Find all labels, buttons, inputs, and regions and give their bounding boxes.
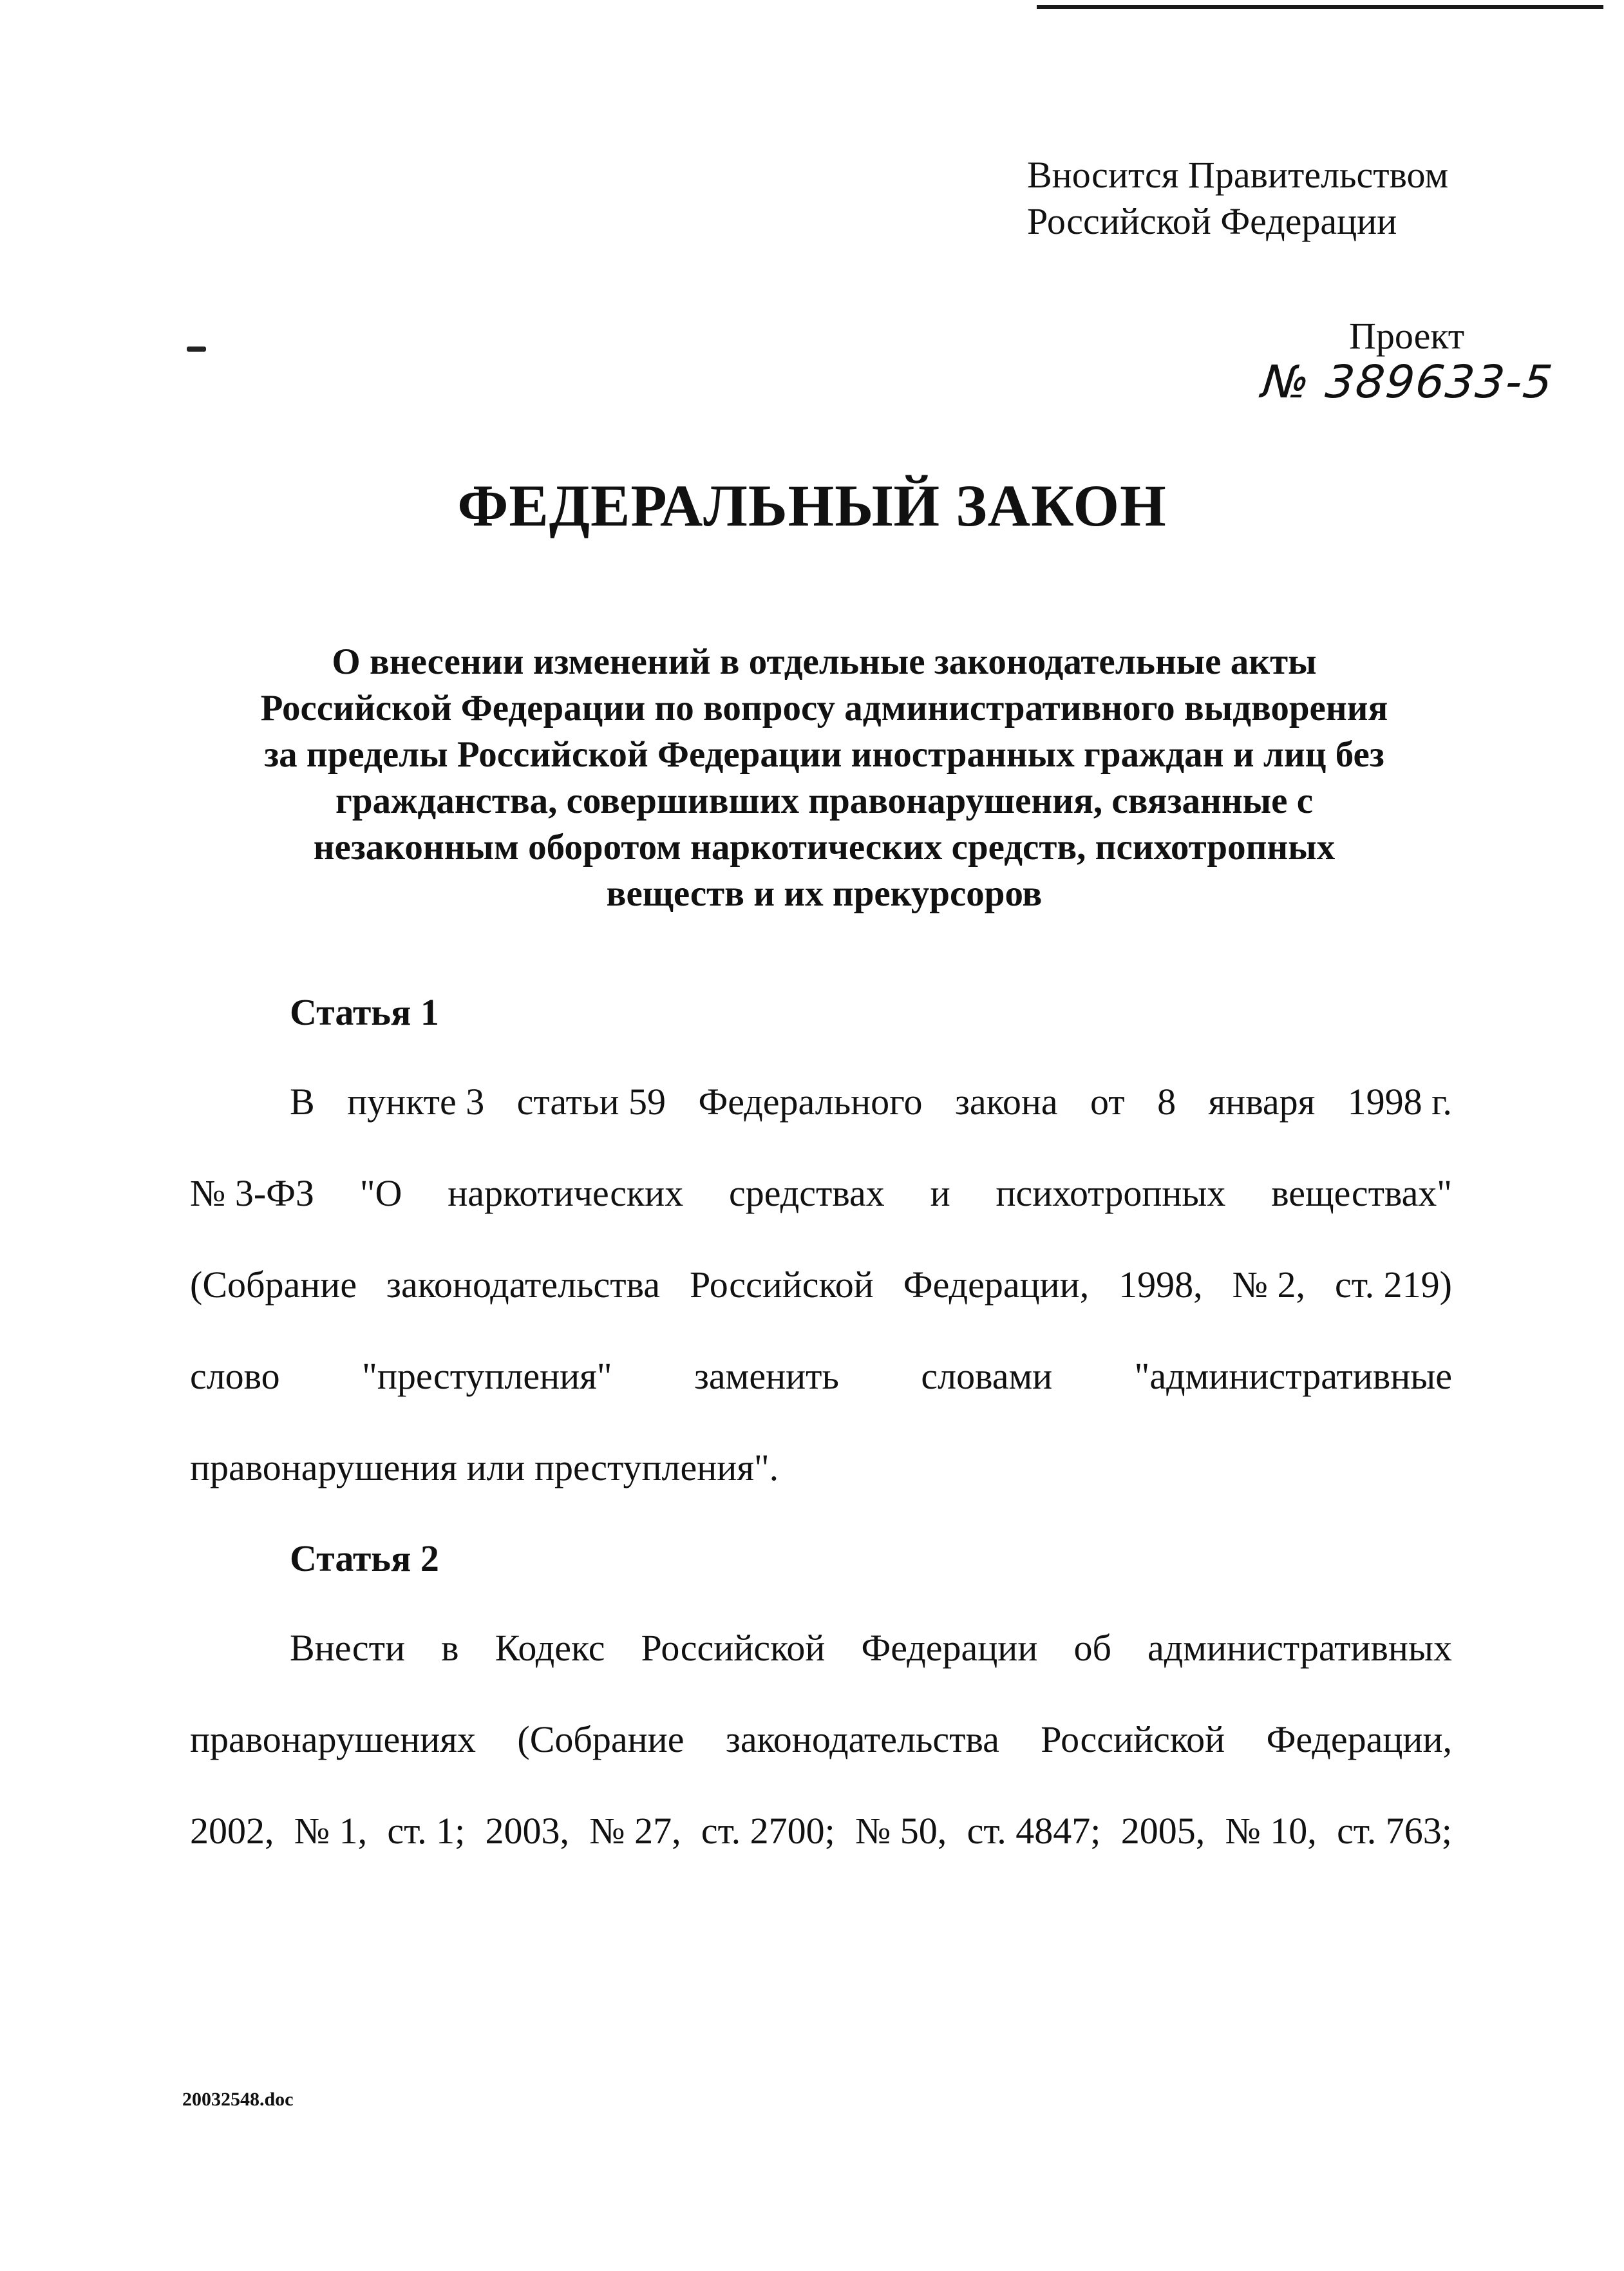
paragraph-word: № 3-ФЗ: [190, 1172, 315, 1214]
paragraph-word: заменить: [694, 1355, 839, 1397]
paragraph-word: (Собрание: [517, 1718, 685, 1760]
paragraph-word: Федерации: [861, 1627, 1038, 1669]
paragraph-word: 8: [1157, 1081, 1176, 1123]
document-subtitle: [193, 639, 1455, 917]
subtitle-line: незаконным оборотом наркотических средств, психотропных: [313, 827, 1336, 868]
paragraph-word: 1998 г.: [1347, 1081, 1452, 1123]
article-1-heading: Статья 1: [290, 991, 439, 1033]
subtitle-line: гражданства, совершивших правонарушения, связанные с: [335, 781, 1314, 821]
paragraph-line: [190, 1422, 1452, 1514]
paragraph-word: Внести: [290, 1627, 406, 1669]
subtitle-line: за пределы Российской Федерации иностранных граждан и лиц без: [264, 734, 1384, 775]
paragraph-word: статьи 59: [516, 1081, 666, 1123]
paragraph-word: ст. 2700;: [701, 1810, 835, 1852]
project-label: Проект: [1349, 315, 1465, 357]
paragraph-word: ст. 219): [1334, 1264, 1452, 1306]
paragraph-line: [190, 1694, 1452, 1785]
paragraph-word: словами: [921, 1355, 1053, 1397]
footer-file-name: 20032548.doc: [182, 2089, 294, 2110]
paragraph-word: Федерального: [698, 1081, 923, 1123]
paragraph-line: [190, 1239, 1452, 1331]
paragraph-word: № 2,: [1232, 1264, 1305, 1306]
document-title: ФЕДЕРАЛЬНЫЙ ЗАКОН: [457, 473, 1167, 538]
paragraph-word: № 1,: [294, 1810, 368, 1852]
paragraph-word: № 27,: [589, 1810, 681, 1852]
paragraph-word: 2002,: [190, 1810, 274, 1852]
paragraph-word: В: [290, 1081, 315, 1123]
paragraph-word: Федерации,: [1266, 1718, 1452, 1760]
project-number-handwritten: № 389633-5: [1259, 356, 1556, 408]
paragraph-word: "О: [359, 1172, 402, 1214]
paragraph-word: средствах: [729, 1172, 885, 1214]
subtitle-line: веществ и их прекурсоров: [606, 873, 1043, 914]
paragraph-word: Российской: [1041, 1718, 1225, 1760]
paragraph-word: Российской: [689, 1264, 874, 1306]
paragraph-word: ст. 763;: [1337, 1810, 1452, 1852]
paragraph-word: Федерации,: [903, 1264, 1090, 1306]
paragraph-word: психотропных: [996, 1172, 1226, 1214]
paragraph-word: административных: [1147, 1627, 1452, 1669]
paragraph-word: слово: [190, 1355, 280, 1397]
paragraph-word: января: [1208, 1081, 1316, 1123]
paragraph-word: Кодекс: [495, 1627, 605, 1669]
paragraph-word: пункте 3: [347, 1081, 485, 1123]
submitter-line: Российской Федерации: [1027, 200, 1397, 242]
article-2-heading: Статья 2: [290, 1537, 439, 1579]
paragraph-line: [190, 1056, 1452, 1148]
paragraph-word: ст. 4847;: [967, 1810, 1101, 1852]
paragraph-word: от: [1090, 1081, 1125, 1123]
paragraph-word: и: [930, 1172, 950, 1214]
submitter-block: [1027, 152, 1448, 245]
paragraph-line: [190, 1331, 1452, 1422]
paragraph-word: 2003,: [485, 1810, 569, 1852]
subtitle-line: О внесении изменений в отдельные законодательные акты: [332, 641, 1317, 682]
paragraph-word: закона: [954, 1081, 1058, 1123]
paragraph-word: законодательства: [386, 1264, 660, 1306]
paragraph-word: правонарушениях: [190, 1718, 476, 1760]
paragraph-word: 1998,: [1119, 1264, 1203, 1306]
paragraph-word: правонарушения или преступления".: [190, 1447, 779, 1488]
subtitle-line: Российской Федерации по вопросу административного выдворения: [260, 688, 1388, 728]
paragraph-line: [190, 1785, 1452, 1877]
paragraph-line: [190, 1148, 1452, 1239]
paragraph-word: (Собрание: [190, 1264, 357, 1306]
paragraph-word: ст. 1;: [387, 1810, 466, 1852]
paragraph-word: веществах": [1271, 1172, 1452, 1214]
paragraph-word: наркотических: [448, 1172, 684, 1214]
paragraph-word: № 10,: [1225, 1810, 1317, 1852]
paragraph-line: [190, 1602, 1452, 1694]
paragraph-word: об: [1073, 1627, 1111, 1669]
article-1-body: [190, 1056, 1452, 1514]
scan-speck-mark: [187, 347, 206, 352]
paragraph-word: 2005,: [1120, 1810, 1205, 1852]
paragraph-word: "преступления": [362, 1355, 612, 1397]
scan-border-line: [1037, 5, 1603, 9]
paragraph-word: № 50,: [854, 1810, 947, 1852]
submitter-line: Вносится Правительством: [1027, 154, 1449, 196]
paragraph-word: "административные: [1134, 1355, 1452, 1397]
paragraph-word: законодательства: [725, 1718, 999, 1760]
paragraph-word: Российской: [641, 1627, 826, 1669]
article-2-body: [190, 1602, 1452, 1877]
paragraph-word: в: [441, 1627, 459, 1669]
